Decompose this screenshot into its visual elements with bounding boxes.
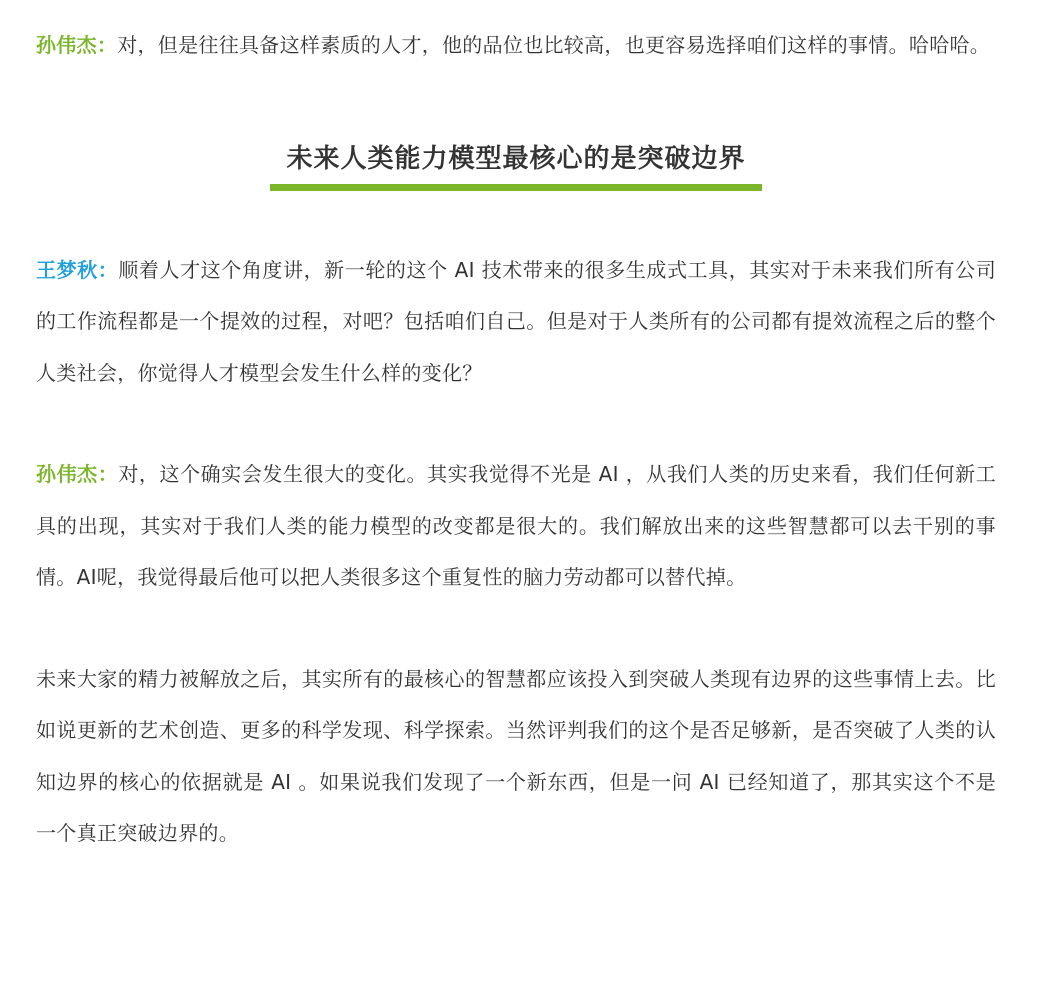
paragraph-text: 对，但是往往具备这样素质的人才，他的品位也比较高，也更容易选择咱们这样的事情。哈哈哈。 [117, 33, 991, 57]
speaker-name: 孙伟杰： [36, 462, 119, 486]
section-heading-wrap [36, 142, 996, 191]
speaker-name: 孙伟杰： [36, 33, 118, 57]
paragraph-text: 顺着人才这个角度讲，新一轮的这个 AI 技术带来的很多生成式工具，其实对于未来我们所有公司的工作流程都是一个提效的过程，对吧？包括咱们自己。但是对于人类所有的公司都有提效流程之后的整个人类社会，你觉得人才模型会发生什么样的变化？ [36, 257, 997, 385]
section-heading: 未来人类能力模型最核心的是突破边界 [270, 142, 762, 191]
paragraph-text: 对，这个确实会发生很大的变化。其实我觉得不光是 AI ，从我们人类的历史来看，我们任何新工具的出现，其实对于我们人类的能力模型的改变都是很大的。我们解放出来的这些智慧都可以去干别的事情。AI呢，我觉得最后他可以把人类很多这个重复性的脑力劳动都可以替代掉。 [36, 462, 997, 589]
paragraph-1 [36, 20, 996, 72]
article-body [36, 20, 996, 860]
paragraph-3 [36, 449, 996, 604]
speaker-name: 王梦秋： [36, 257, 119, 282]
paragraph-2 [36, 245, 996, 400]
paragraph-4 [36, 654, 996, 860]
paragraph-text: 未来大家的精力被解放之后，其实所有的最核心的智慧都应该投入到突破人类现有边界的这些事情上去。比如说更新的艺术创造、更多的科学发现、科学探索。当然评判我们的这个是否足够新，是否突破了人类的认知边界的核心的依据就是 AI 。如果说我们发现了一个新东西，但是一问 AI 已经知道了，那其实这个不是一个真正突破边界的。 [36, 666, 996, 845]
